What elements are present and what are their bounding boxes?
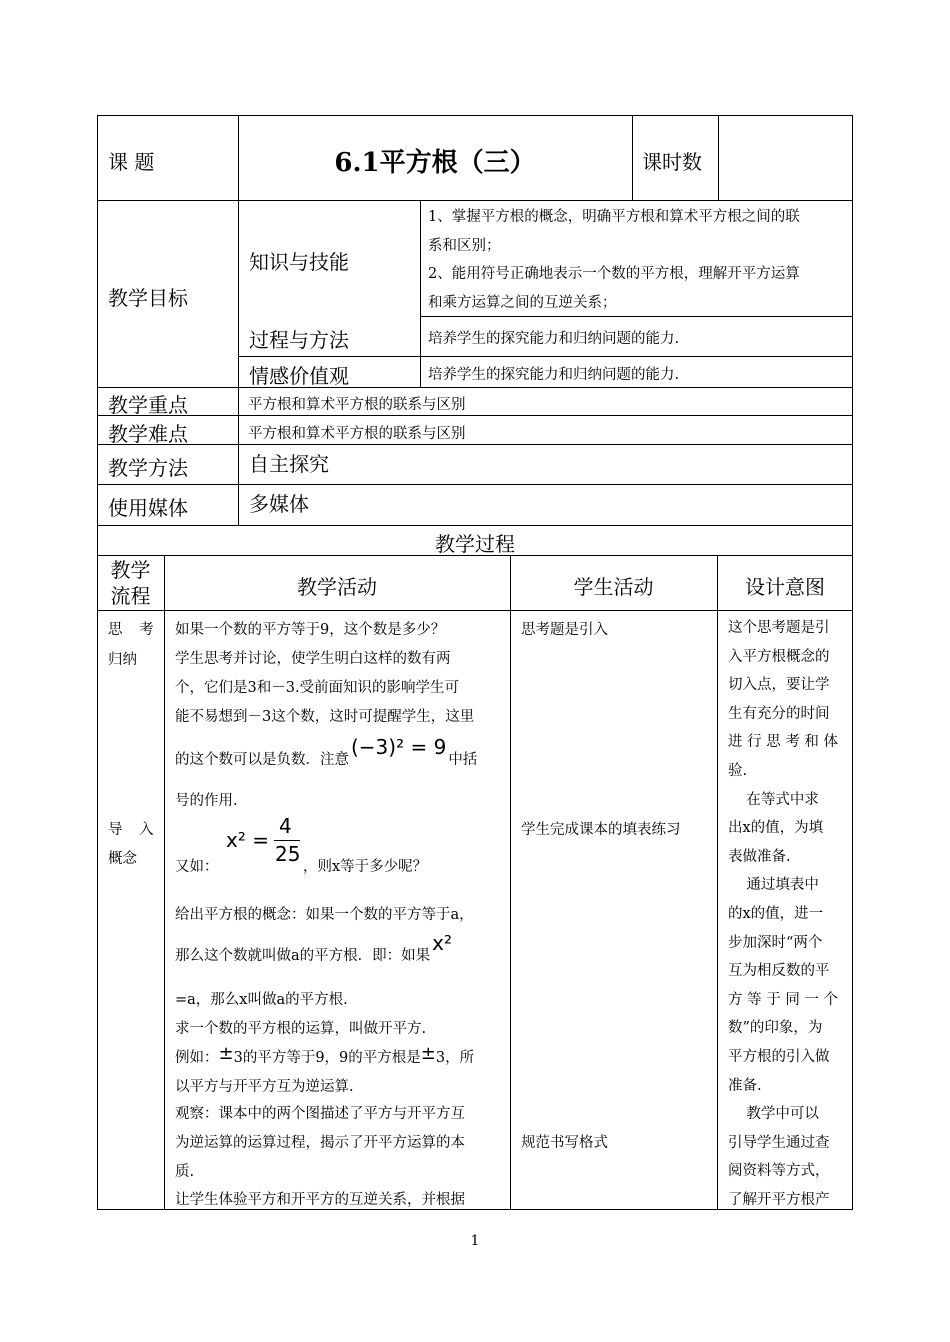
key-point-label: 教学重点	[108, 393, 188, 417]
process-method-label: 过程与方法	[249, 328, 349, 352]
design-line: 通过填表中	[728, 877, 819, 894]
teacher-line-text: 那么这个数就叫做a的平方根．即：如果	[175, 948, 431, 964]
knowledge-label: 知识与技能	[249, 250, 349, 274]
design-line: 出x的值，为填	[728, 820, 824, 837]
col-line	[510, 555, 511, 1209]
design-line: 入平方根概念的	[728, 648, 830, 665]
student-activity: 思考题是引入	[521, 622, 608, 638]
objectives-label: 教学目标	[108, 286, 188, 310]
row-line	[97, 610, 853, 611]
row-line	[97, 525, 853, 526]
col-design-header: 设计意图	[745, 575, 825, 599]
flow-think: 思 考	[108, 622, 160, 638]
col-line	[632, 115, 633, 200]
design-line: 这个思考题是引	[728, 620, 830, 636]
col-line	[164, 555, 165, 1209]
student-activity: 学生完成课本的填表练习	[521, 822, 681, 838]
hours-label: 课时数	[642, 150, 702, 174]
teacher-line: 个，它们是3和－3.受前面知识的影响学生可	[175, 680, 460, 696]
fraction-bar	[274, 840, 300, 841]
design-line: 在等式中求	[728, 791, 819, 808]
design-line: 进 行 思 考 和 体	[728, 734, 839, 751]
col-flow-line: 教学	[110, 558, 151, 582]
teacher-line-text: 3，所	[435, 1050, 475, 1066]
row-line	[97, 387, 853, 388]
media-text: 多媒体	[249, 492, 309, 516]
plus-minus-symbol: ±	[218, 1043, 234, 1064]
method-label: 教学方法	[108, 456, 188, 480]
knowledge-line: 系和区别；	[428, 237, 501, 254]
teacher-line: 给出平方根的概念：如果一个数的平方等于a，	[175, 907, 474, 923]
teacher-line	[175, 931, 453, 965]
col-flow-line: 流程	[110, 584, 151, 608]
fraction-denominator: 25	[275, 842, 301, 866]
design-intent-text	[728, 614, 838, 1214]
knowledge-text	[428, 203, 800, 317]
knowledge-line: 1、掌握平方根的概念，明确平方根和算术平方根之间的联	[428, 209, 800, 225]
teacher-line: =a，那么x叫做a的平方根.	[175, 992, 348, 1008]
teacher-line: 以平方与开平方互为逆运算.	[175, 1079, 354, 1095]
design-line: 阅资料等方式，	[728, 1163, 830, 1180]
design-line: 准备.	[728, 1077, 762, 1094]
flow-concept: 概念	[108, 851, 137, 867]
design-line: 教学中可以	[728, 1106, 819, 1123]
page-number: 1	[470, 1233, 480, 1249]
method-text: 自主探究	[249, 452, 329, 476]
math-formula: x²	[432, 931, 453, 955]
col-line	[420, 200, 421, 387]
teacher-line: 观察：课本中的两个图描述了平方与开平方互	[175, 1106, 465, 1122]
col-line	[238, 387, 239, 525]
teacher-line: 质.	[175, 1164, 195, 1180]
teacher-line-text: 3的平方等于9，9的平方根是	[233, 1050, 421, 1066]
col-line	[717, 555, 718, 1209]
emotion-label: 情感价值观	[249, 364, 349, 388]
teacher-line-text: 例如：	[175, 1050, 219, 1066]
math-formula: x² =	[226, 828, 269, 852]
teacher-line-text: 中括	[448, 752, 478, 768]
table-border-left	[97, 115, 98, 1209]
design-line: 表做准备.	[728, 848, 791, 865]
design-line: 数”的印象，为	[728, 1020, 823, 1037]
row-line	[97, 484, 853, 485]
teacher-line: 让学生体验平方和开平方的互逆关系，并根据	[175, 1192, 465, 1208]
process-heading: 教学过程	[435, 532, 515, 556]
difficulty-label: 教学难点	[108, 422, 188, 446]
difficulty-text: 平方根和算术平方根的联系与区别	[248, 426, 466, 442]
teacher-line-text: 的这个数可以是负数．注意	[175, 752, 349, 768]
row-line	[97, 200, 853, 201]
row-line	[238, 356, 853, 357]
math-formula: (−3)² = 9	[351, 735, 447, 759]
fraction-numerator: 4	[279, 814, 292, 838]
design-line: 互为相反数的平	[728, 963, 830, 980]
table-border-right	[852, 115, 853, 1209]
flow-lead: 导 入	[108, 822, 160, 838]
col-teacher-header: 教学活动	[297, 575, 377, 599]
design-line: 平方根的引入做	[728, 1048, 830, 1065]
table-border-top	[97, 115, 853, 116]
teacher-line: 为逆运算的运算过程，揭示了开平方运算的本	[175, 1135, 465, 1151]
row-line	[97, 415, 853, 416]
teacher-line: 求一个数的平方根的运算，叫做开平方.	[175, 1021, 427, 1037]
media-label: 使用媒体	[108, 496, 188, 520]
key-point-text: 平方根和算术平方根的联系与区别	[248, 397, 466, 413]
design-line: 的x的值，进一	[728, 905, 824, 922]
teacher-line: 号的作用.	[175, 793, 238, 809]
teacher-line: 如果一个数的平方等于9，这个数是多少？	[175, 622, 446, 638]
teacher-line: ，则x等于多少呢？	[303, 859, 428, 875]
design-line: 生有充分的时间	[728, 705, 830, 722]
flow-induct: 归纳	[108, 652, 137, 668]
plus-minus-symbol: ±	[420, 1043, 436, 1064]
design-line: 步加深时“两个	[728, 934, 823, 951]
design-line: 验.	[728, 762, 748, 779]
teacher-line	[175, 735, 478, 769]
col-student-header: 学生活动	[573, 575, 654, 599]
teacher-line: 又如：	[175, 859, 219, 875]
process-method-text: 培养学生的探究能力和归纳问题的能力.	[428, 331, 680, 347]
design-line: 方 等 于 同 一 个	[728, 991, 839, 1008]
row-line	[97, 444, 853, 445]
knowledge-line: 2、能用符号正确地表示一个数的平方根，理解开平方运算	[428, 266, 800, 282]
col-flow-header	[97, 557, 164, 609]
emotion-text: 培养学生的探究能力和归纳问题的能力.	[428, 367, 680, 383]
design-line: 引导学生通过查	[728, 1134, 830, 1151]
col-line	[718, 115, 719, 200]
knowledge-line: 和乘方运算之间的互逆关系；	[428, 294, 617, 311]
teacher-line	[175, 1043, 475, 1067]
design-line: 切入点，要让学	[728, 677, 830, 694]
teacher-line: 能不易想到－3这个数，这时可提醒学生，这里	[175, 709, 475, 725]
topic-label: 课 题	[108, 150, 155, 174]
teacher-line: 学生思考并讨论，使学生明白这样的数有两	[175, 651, 451, 667]
student-activity: 规范书写格式	[521, 1135, 608, 1151]
design-line: 了解开平方根产	[728, 1191, 830, 1208]
page-title: 6.1平方根（三）	[334, 148, 536, 178]
